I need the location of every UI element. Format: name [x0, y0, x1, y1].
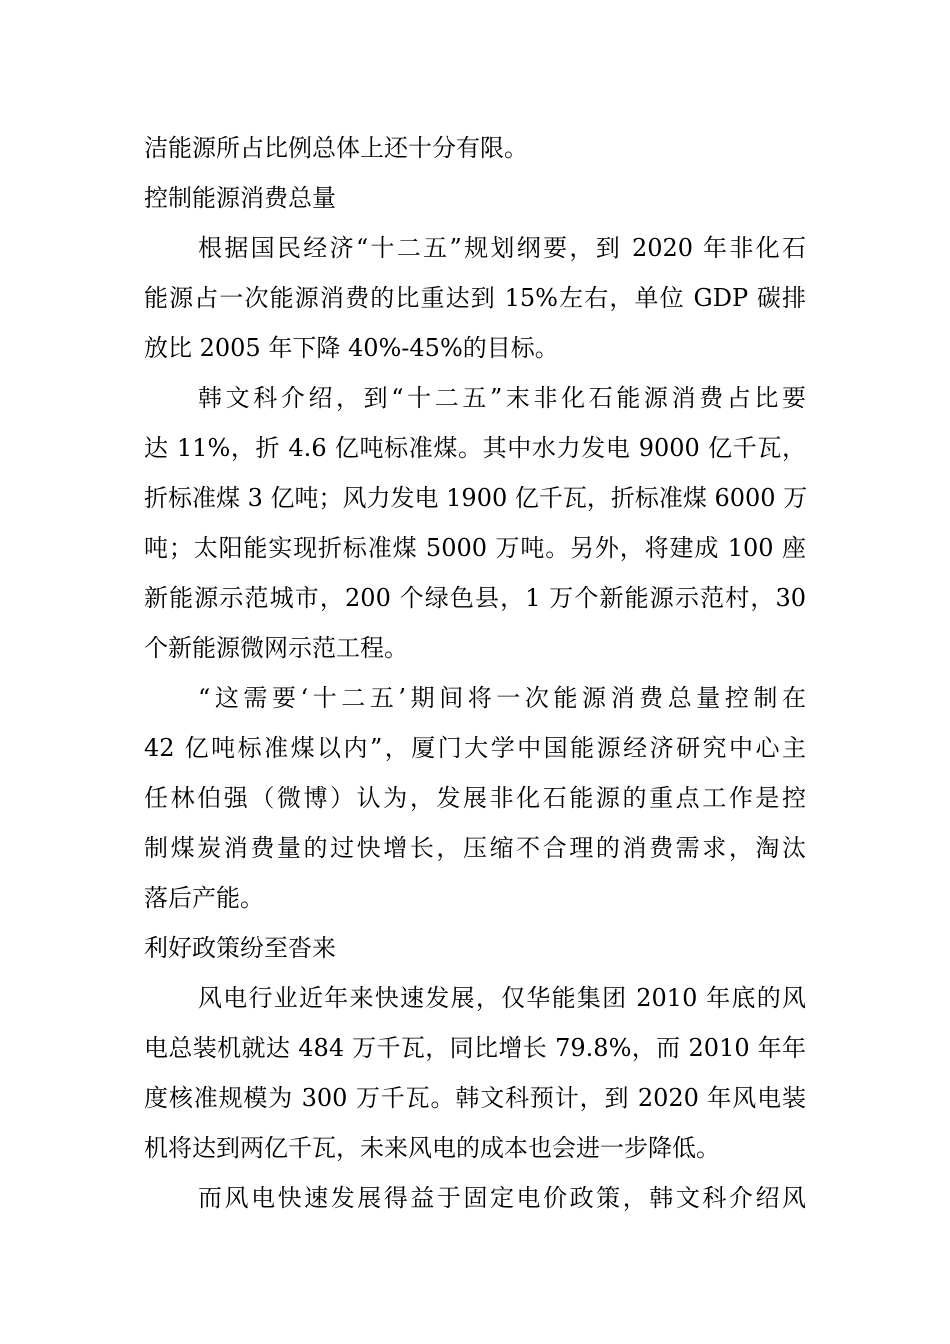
paragraph-line: 电总装机就达 484 万千瓦，同比增长 79.8%，而 2010 年年 — [144, 1034, 806, 1062]
paragraph-line: 机将达到两亿千瓦，未来风电的成本也会进一步降低。 — [144, 1134, 720, 1162]
paragraph-line: 洁能源所占比例总体上还十分有限。 — [144, 134, 528, 162]
section-heading: 控制能源消费总量 — [144, 184, 336, 212]
paragraph-line: 能源占一次能源消费的比重达到 15%左右，单位 GDP 碳排 — [144, 284, 806, 312]
paragraph-line: 风电行业近年来快速发展，仅华能集团 2010 年底的风 — [198, 984, 806, 1012]
paragraph-line: 42 亿吨标准煤以内”，厦门大学中国能源经济研究中心主 — [144, 734, 806, 762]
paragraph-line: 落后产能。 — [144, 884, 264, 912]
paragraph-line: 个新能源微网示范工程。 — [144, 634, 408, 662]
paragraph-line: “这需要‘十二五’期间将一次能源消费总量控制在 — [198, 684, 806, 712]
paragraph-line: 任林伯强（微博）认为，发展非化石能源的重点工作是控 — [144, 784, 806, 812]
paragraph-line: 而风电快速发展得益于固定电价政策，韩文科介绍风 — [198, 1184, 806, 1212]
paragraph-line: 达 11%，折 4.6 亿吨标准煤。其中水力发电 9000 亿千瓦， — [144, 434, 806, 462]
paragraph-line: 度核准规模为 300 万千瓦。韩文科预计，到 2020 年风电装 — [144, 1084, 806, 1112]
paragraph-line: 吨；太阳能实现折标准煤 5000 万吨。另外，将建成 100 座 — [144, 534, 806, 562]
paragraph-line: 根据国民经济“十二五”规划纲要，到 2020 年非化石 — [198, 234, 806, 262]
paragraph-line: 放比 2005 年下降 40%-45%的目标。 — [144, 334, 559, 362]
paragraph-line: 制煤炭消费量的过快增长，压缩不合理的消费需求，淘汰 — [144, 834, 806, 862]
paragraph-line: 韩文科介绍，到“十二五”末非化石能源消费占比要 — [198, 384, 806, 412]
paragraph-line: 新能源示范城市，200 个绿色县，1 万个新能源示范村，30 — [144, 584, 806, 612]
paragraph-line: 折标准煤 3 亿吨；风力发电 1900 亿千瓦，折标准煤 6000 万 — [144, 484, 808, 512]
section-heading: 利好政策纷至沓来 — [144, 934, 336, 962]
